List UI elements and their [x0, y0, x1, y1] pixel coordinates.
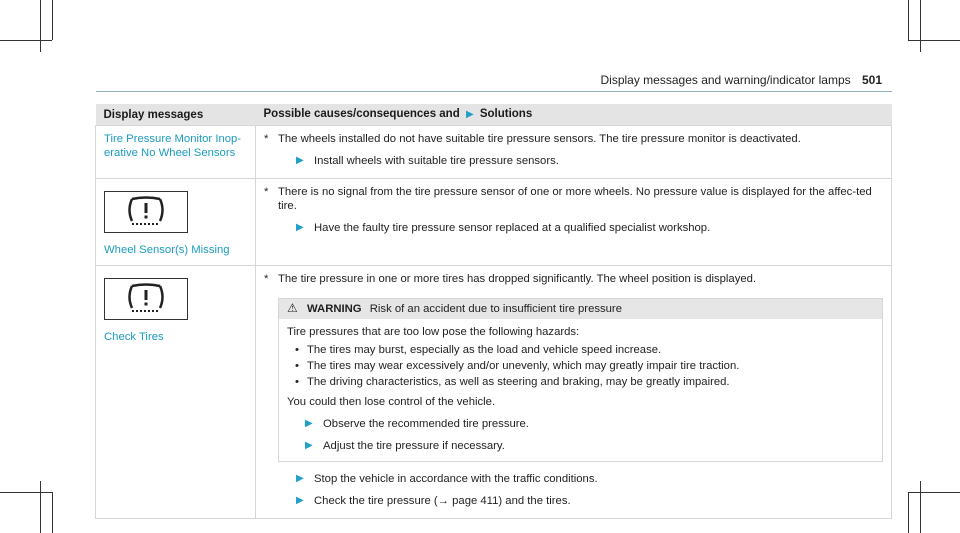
table-row	[96, 266, 892, 519]
message-link[interactable]: Check Tires	[104, 331, 164, 343]
cause-text: The tire pressure in one or more tires has dropped significantly. The wheel position is displayed.	[278, 273, 757, 285]
solution-step	[296, 494, 883, 508]
warning-label: WARNING	[307, 303, 362, 315]
crop-mark	[908, 492, 960, 493]
solution-step	[296, 154, 883, 168]
arrow-icon: ▶	[296, 495, 304, 506]
crop-mark	[908, 492, 909, 533]
cause-item	[264, 272, 883, 286]
cause-cell	[256, 179, 892, 266]
warning-title: Risk of an accident due to insufficient tire pressure	[369, 303, 622, 315]
warning-body	[279, 325, 882, 453]
table-header-row	[96, 104, 892, 126]
arrow-icon: ▶	[305, 418, 313, 429]
table-row	[96, 179, 892, 266]
cause-item	[264, 132, 883, 146]
list-item	[295, 359, 874, 373]
solution-step	[305, 417, 874, 431]
message-cell	[96, 266, 256, 519]
solution-text: Have the faulty tire pressure sensor replaced at a qualified specialist workshop.	[314, 222, 711, 234]
list-item	[295, 375, 874, 389]
crop-mark	[908, 0, 909, 40]
solution-text: Check the tire pressure (→ page 411) and the tires.	[314, 495, 571, 507]
message-link[interactable]: Wheel Sensor(s) Missing	[104, 244, 230, 256]
warning-header	[279, 299, 882, 319]
crop-mark	[52, 492, 53, 533]
column-header-messages: Display messages	[96, 104, 256, 126]
display-messages-table	[95, 104, 892, 519]
cause-cell	[256, 126, 892, 179]
arrow-icon: ▶	[296, 155, 304, 166]
solution-step	[296, 221, 883, 235]
cause-item	[264, 185, 883, 213]
crop-mark	[920, 481, 921, 533]
bullet-dot: •	[295, 360, 299, 372]
column-header-causes-text: Possible causes/consequences and	[263, 108, 460, 120]
solution-text: Stop the vehicle in accordance with the traffic conditions.	[314, 473, 598, 485]
message-cell	[96, 179, 256, 266]
asterisk-bullet: *	[264, 273, 269, 285]
hazard-text: The tires may wear excessively and/or unevenly, which may greatly impair tire traction.	[307, 360, 740, 372]
solution-step	[305, 439, 874, 453]
bullet-dot: •	[295, 344, 299, 356]
list-item	[295, 343, 874, 357]
solution-text: Install wheels with suitable tire pressure sensors.	[314, 155, 559, 167]
arrow-icon: ▶	[305, 440, 313, 451]
hazard-text: The tires may burst, especially as the load and vehicle speed increase.	[307, 344, 662, 356]
asterisk-bullet: *	[264, 186, 269, 198]
crop-mark	[0, 40, 52, 41]
message-cell	[96, 126, 256, 179]
asterisk-bullet: *	[264, 133, 269, 145]
hazard-text: The driving characteristics, as well as steering and braking, may be greatly impaired.	[307, 376, 730, 388]
solution-text: Adjust the tire pressure if necessary.	[323, 440, 505, 452]
warning-box	[278, 298, 883, 462]
warning-intro: Tire pressures that are too low pose the following hazards:	[287, 326, 580, 338]
cause-cell	[256, 266, 892, 519]
warning-outro: You could then lose control of the vehicle.	[287, 396, 496, 408]
arrow-icon: ▶	[465, 109, 474, 120]
crop-mark	[52, 0, 53, 40]
crop-mark	[40, 0, 41, 52]
crop-mark	[908, 40, 960, 41]
bullet-dot: •	[295, 376, 299, 388]
solution-step	[296, 472, 883, 486]
table-row	[96, 126, 892, 179]
arrow-icon: ▶	[296, 222, 304, 233]
page-header	[592, 73, 882, 87]
header-rule	[96, 91, 892, 92]
solution-text: Observe the recommended tire pressure.	[323, 418, 529, 430]
page-header-title: Display messages and warning/indicator lamps	[600, 73, 851, 87]
message-link[interactable]: Tire Pressure Monitor Inop-erative No Wheel Sensors	[104, 133, 242, 159]
cause-text: There is no signal from the tire pressure sensor of one or more wheels. No pressure value is displayed for the affec-ted tire.	[278, 186, 872, 212]
tire-pressure-warning-icon	[104, 278, 188, 320]
cause-text: The wheels installed do not have suitable tire pressure sensors. The tire pressure monitor is deactivated.	[278, 133, 801, 145]
crop-mark	[40, 481, 41, 533]
crop-mark	[0, 492, 52, 493]
warning-triangle-icon: ⚠	[287, 301, 298, 315]
column-header-solutions-text: Solutions	[479, 108, 533, 120]
arrow-icon: ▶	[296, 473, 304, 484]
crop-mark	[920, 0, 921, 52]
column-header-causes	[256, 104, 892, 126]
tire-pressure-warning-icon	[104, 191, 188, 233]
page-number: 501	[861, 73, 882, 87]
